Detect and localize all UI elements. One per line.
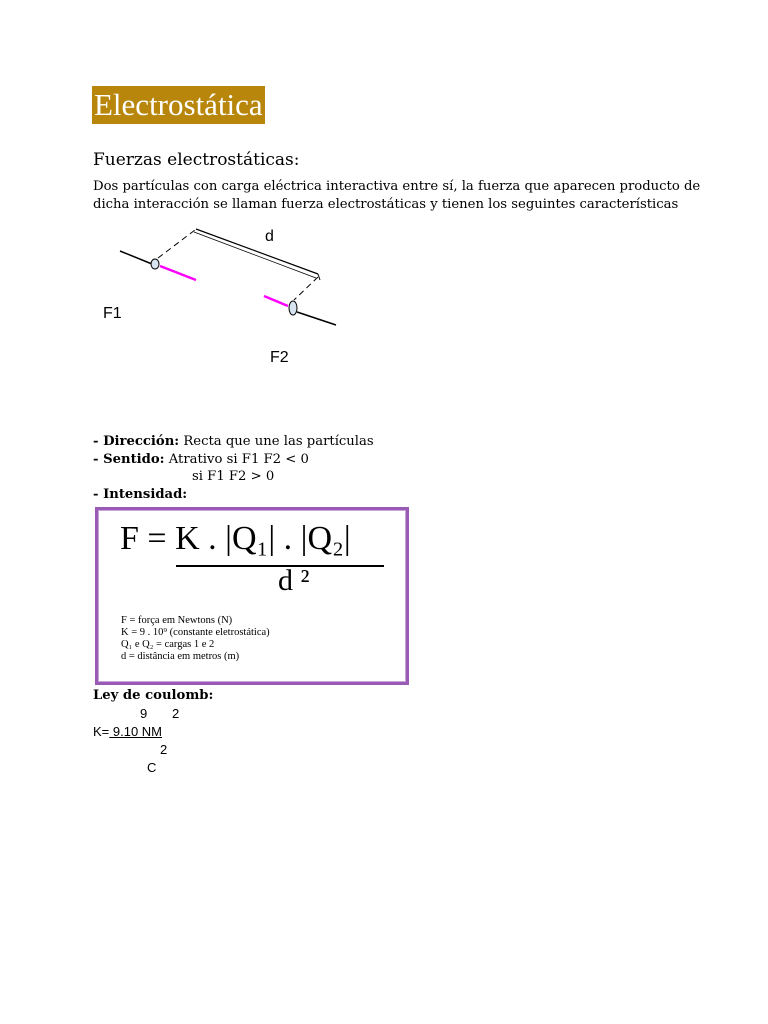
page-title: Electrostática: [94, 87, 263, 122]
exponent-2: 2: [172, 706, 180, 721]
formula-box: [95, 507, 409, 685]
exponent-9: 9: [140, 706, 148, 721]
force-arrow-2: [264, 296, 288, 306]
sentido-line: [93, 452, 309, 467]
particle-1-axis: [120, 251, 152, 264]
particle-2: [289, 301, 297, 315]
k-constant: [93, 724, 162, 739]
section-subtitle: Fuerzas electrostáticas:: [93, 150, 300, 170]
particles-diagram: [90, 222, 370, 342]
coulomb-heading: Ley de coulomb:: [93, 688, 214, 703]
force-arrow-1: [160, 266, 196, 280]
dashed-connector-right: [294, 277, 318, 300]
direccion-label: - Dirección:: [93, 434, 180, 449]
sentido-value-2: si F1 F2 > 0: [192, 469, 275, 484]
direccion-line: [93, 434, 374, 449]
denominator-c: C: [147, 760, 157, 775]
particle-1: [151, 259, 159, 269]
k-prefix: K=: [93, 724, 110, 739]
direccion-value: Recta que une las partículas: [179, 434, 374, 449]
label-f1: F1: [103, 305, 122, 322]
intensidad-label: - Intensidad:: [93, 487, 188, 502]
intensidad-line: [93, 487, 187, 502]
formula-denominator: d ²: [278, 564, 310, 597]
distance-line: [196, 229, 318, 274]
legend-line-1: F = força em Newtons (N): [121, 615, 233, 626]
legend-line-3: Q₁ e Q₂ = cargas 1 e 2: [121, 639, 215, 650]
denominator-exponent-2: 2: [160, 742, 168, 757]
formula-numerator: F = K . |Q₁| . |Q₂|: [120, 520, 351, 557]
dashed-connector-left: [158, 230, 195, 258]
label-d: d: [265, 228, 274, 245]
label-f2: F2: [270, 349, 289, 366]
sentido-value-1: Atrativo si F1 F2 < 0: [164, 452, 309, 467]
k-value: 9.10 NM: [109, 724, 163, 739]
sentido-label: - Sentido:: [93, 452, 165, 467]
distance-line-shadow: [194, 232, 316, 278]
particle-2-axis: [297, 312, 336, 325]
legend-line-2: K = 9 . 10⁹ (constante eletrostática): [121, 627, 270, 638]
distance-tick: [318, 274, 320, 280]
legend-line-4: d = distância em metros (m): [121, 651, 240, 662]
intro-line-2: dicha interacción se llaman fuerza electrostáticas y tienen los seguintes características: [93, 197, 679, 212]
intro-line-1: Dos partículas con carga eléctrica interactiva entre sí, la fuerza que aparecen producto de: [93, 179, 701, 194]
